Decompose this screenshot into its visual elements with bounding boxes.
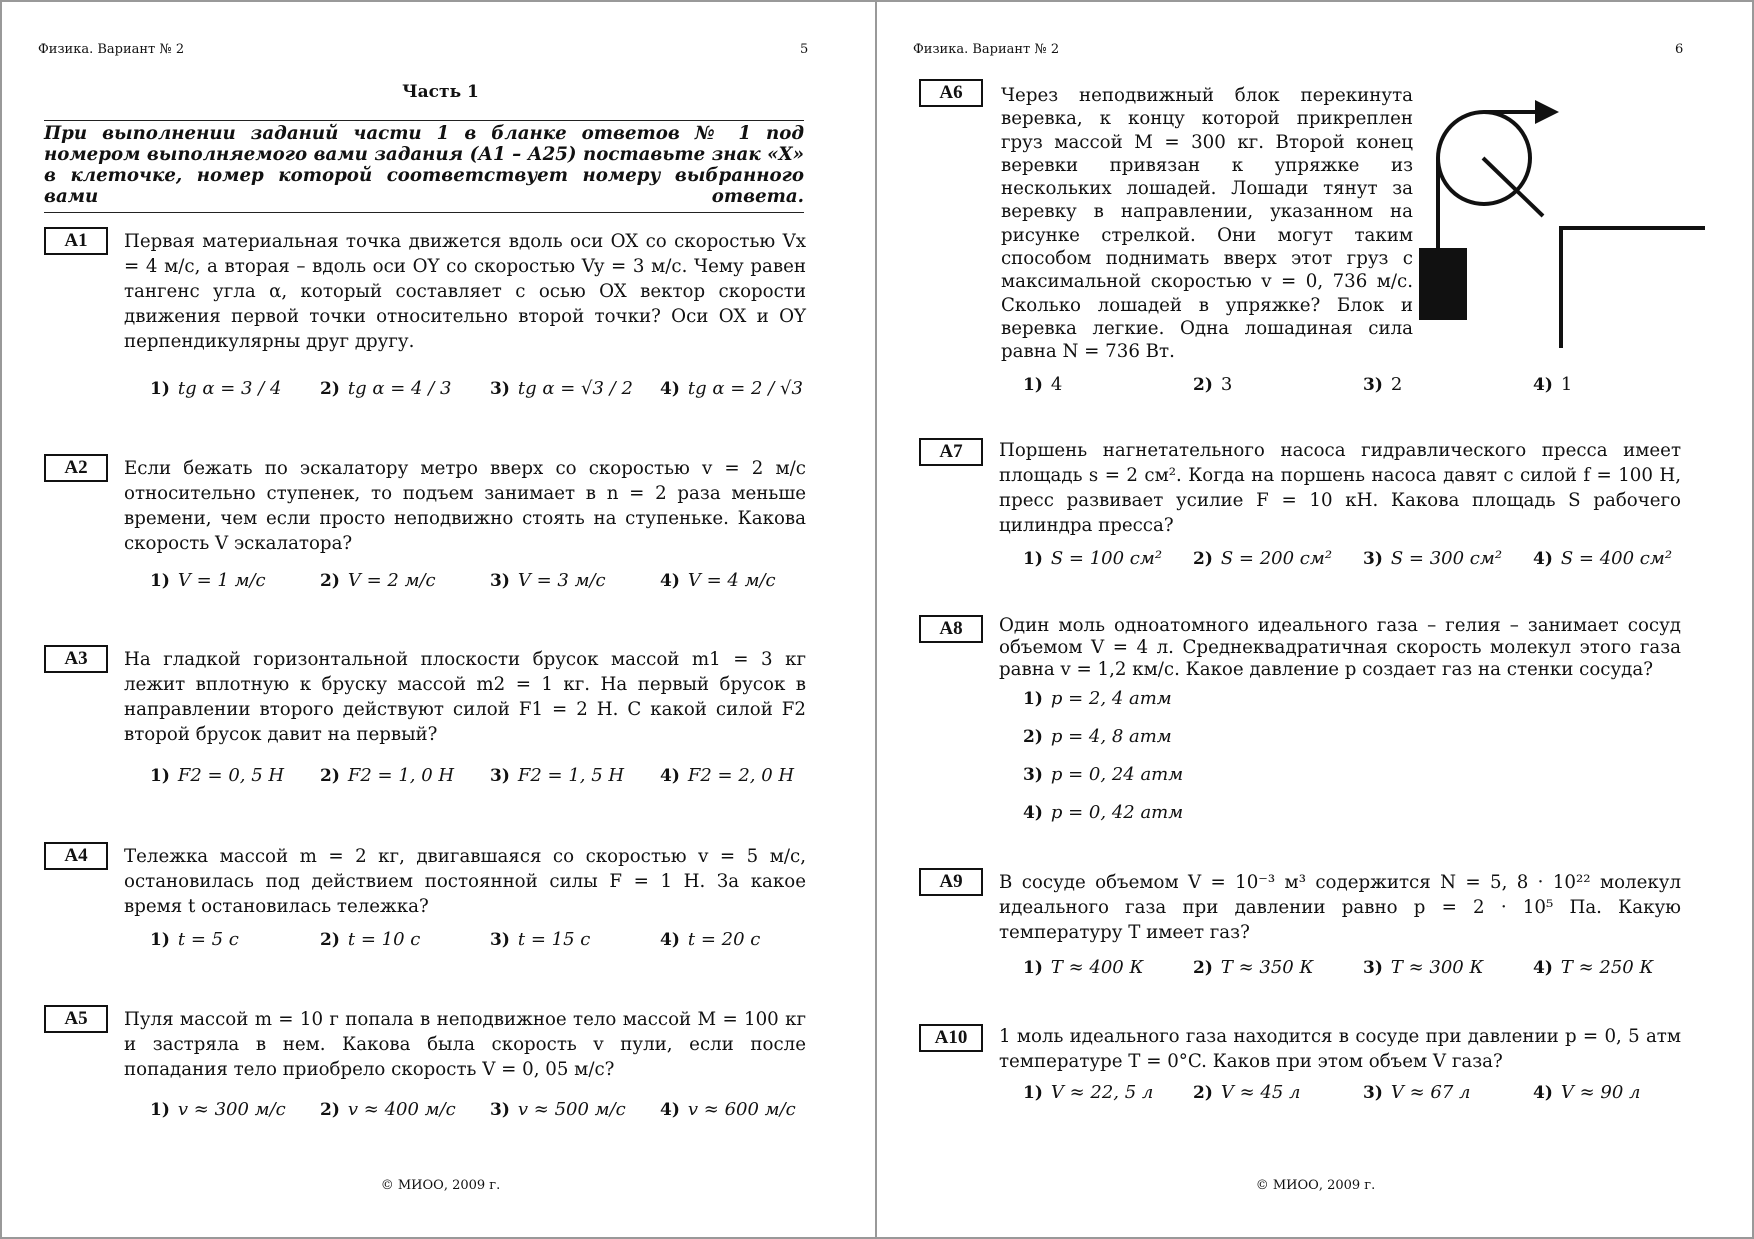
answer-option: 3) S = 300 см² (1363, 548, 1503, 569)
question-label-a2: А2 (44, 454, 108, 482)
answer-option: 3) p = 0, 24 атм (1023, 764, 1184, 785)
answer-option: 3) F2 = 1, 5 Н (490, 765, 625, 786)
answer-option: 1) V = 1 м/с (150, 570, 266, 591)
answer-option: 3) 2 (1363, 374, 1403, 395)
answer-option: 2) S = 200 см² (1193, 548, 1333, 569)
page-number: 5 (800, 42, 809, 57)
question-label-a1: А1 (44, 227, 108, 255)
question-label-a5: А5 (44, 1005, 108, 1033)
footer: © МИОО, 2009 г. (380, 1178, 501, 1193)
question-text-a6: Через неподвижный блок перекинута веревка, к концу которой прикреплен груз массой M = 300 кг. Второй конец веревки привязан к упряжке из нескольких лошадей. Лошади тянут за веревку в направлении, указанном на рисунке стрелкой. Они могут таким способом поднимать вверх этот груз с максимальной скоростью v = 0, 736 м/с. Сколько лошадей в упряжке? Блок и веревка легкие. Одна лошадиная сила равна N = 736 Вт. (1001, 85, 1413, 363)
answer-option: 1) v ≈ 300 м/с (150, 1099, 286, 1120)
answer-option: 4) V = 4 м/с (660, 570, 776, 591)
question-label-a3: А3 (44, 645, 108, 673)
answer-option: 4) p = 0, 42 атм (1023, 802, 1184, 823)
question-text-a4: Тележка массой m = 2 кг, двигавшаяся со скоростью v = 5 м/с, остановилась под действием постоянной силы F = 1 Н. За какое время t остановилась тележка? (124, 846, 806, 917)
question-text-a9: В сосуде объемом V = 10⁻³ м³ содержится N = 5, 8 · 10²² молекул идеального газа при давлении равно p = 2 · 10⁵ Па. Какую температуру T имеет газ? (999, 872, 1681, 943)
block-axle-bar (1483, 158, 1543, 216)
answer-option: 4) tg α = 2 / √3 (660, 378, 803, 399)
mount-diagram (1559, 212, 1705, 352)
answer-option: 2) V = 2 м/с (320, 570, 436, 591)
answer-option: 2) V ≈ 45 л (1193, 1082, 1301, 1103)
answer-option: 2) t = 10 с (320, 929, 421, 950)
answer-option: 2) T ≈ 350 К (1193, 957, 1314, 978)
answer-option: 1) tg α = 3 / 4 (150, 378, 282, 399)
question-text-a1: Первая материальная точка движется вдоль оси OX со скоростью Vx = 4 м/с, а вторая – вдоль оси OY со скоростью Vy = 3 м/с. Чему равен тангенс угла α, который составляет с осью OX вектор скорости движения первой точки относительно второй точки? Оси OX и OY перпендикулярны друг другу. (124, 231, 806, 352)
answer-option: 3) v ≈ 500 м/с (490, 1099, 626, 1120)
answer-option: 2) F2 = 1, 0 Н (320, 765, 455, 786)
question-text-a7: Поршень нагнетательного насоса гидравлического пресса имеет площадь s = 2 см². Когда на поршень насоса давят с силой f = 100 Н, пресс развивает усилие F = 10 кН. Какова площадь S рабочего цилиндра пресса? (999, 440, 1681, 536)
divider (44, 212, 804, 213)
footer: © МИОО, 2009 г. (1255, 1178, 1376, 1193)
answer-option: 4) v ≈ 600 м/с (660, 1099, 796, 1120)
answer-option: 3) T ≈ 300 К (1363, 957, 1484, 978)
answer-option: 1) F2 = 0, 5 Н (150, 765, 285, 786)
question-label-a8: А8 (919, 615, 983, 643)
answer-option: 1) t = 5 с (150, 929, 239, 950)
answer-option: 4) S = 400 см² (1533, 548, 1673, 569)
answer-option: 1) T ≈ 400 К (1023, 957, 1144, 978)
answer-option: 4) t = 20 с (660, 929, 761, 950)
question-label-a6: А6 (919, 79, 983, 107)
question-text-a8: Один моль одноатомного идеального газа – гелия – занимает сосуд объемом V = 4 л. Среднеквадратичная скорость молекул этого газа равна v = 1,2 км/с. Какое давление p создает газ на стенки сосуда? (999, 615, 1681, 680)
answer-option: 3) V ≈ 67 л (1363, 1082, 1471, 1103)
question-text-a3: На гладкой горизонтальной плоскости брусок массой m1 = 3 кг лежит вплотную к бруску массой m2 = 1 кг. На первый брусок в направлении второго действуют силой F1 = 2 Н. С какой силой F2 второй брусок давит на первый? (124, 649, 806, 745)
arrow-right-icon (1535, 100, 1559, 124)
answer-option: 1) p = 2, 4 атм (1023, 688, 1172, 709)
question-label-a4: А4 (44, 842, 108, 870)
question-text-a2: Если бежать по эскалатору метро вверх со скоростью v = 2 м/с относительно ступенек, то подъем занимает в n = 2 раза меньше времени, чем если просто неподвижно стоять на ступеньке. Какова скорость V эскалатора? (124, 458, 806, 554)
question-label-a9: А9 (919, 868, 983, 896)
pulley-diagram (1413, 88, 1559, 350)
load-block (1419, 248, 1467, 320)
question-label-a10: А10 (919, 1024, 983, 1052)
page-number: 6 (1675, 42, 1684, 57)
answer-option: 4) T ≈ 250 К (1533, 957, 1654, 978)
answer-option: 4) V ≈ 90 л (1533, 1082, 1641, 1103)
running-header: Физика. Вариант № 2 (913, 42, 1060, 57)
answer-option: 2) 3 (1193, 374, 1233, 395)
answer-option: 3) V = 3 м/с (490, 570, 606, 591)
answer-option: 4) 1 (1533, 374, 1573, 395)
answer-option: 1) S = 100 см² (1023, 548, 1163, 569)
question-label-a7: А7 (919, 438, 983, 466)
question-text-a5: Пуля массой m = 10 г попала в неподвижное тело массой M = 100 кг и застряла в нем. Какова была скорость v пули, если после попадания тело приобрело скорость V = 0, 05 м/с? (124, 1009, 806, 1080)
running-header: Физика. Вариант № 2 (38, 42, 185, 57)
answer-option: 1) 4 (1023, 374, 1063, 395)
answer-option: 4) F2 = 2, 0 Н (660, 765, 795, 786)
page-right (877, 0, 1754, 1239)
part-title: Часть 1 (402, 82, 479, 102)
answer-option: 2) v ≈ 400 м/с (320, 1099, 456, 1120)
divider (44, 120, 804, 121)
answer-option: 3) t = 15 с (490, 929, 591, 950)
question-text-a10: 1 моль идеального газа находится в сосуде при давлении p = 0, 5 атм температуре T = 0°C. Каков при этом объем V газа? (999, 1026, 1681, 1072)
answer-option: 2) p = 4, 8 атм (1023, 726, 1172, 747)
answer-option: 1) V ≈ 22, 5 л (1023, 1082, 1154, 1103)
answer-option: 3) tg α = √3 / 2 (490, 378, 633, 399)
answer-option: 2) tg α = 4 / 3 (320, 378, 452, 399)
instruction: При выполнении заданий части 1 в бланке ответов № 1 под номером выполняемого вами задания (А1 – А25) поставьте знак «Х» в клеточке, номер которой соответствует номеру выбранного вами ответа. (44, 123, 804, 207)
